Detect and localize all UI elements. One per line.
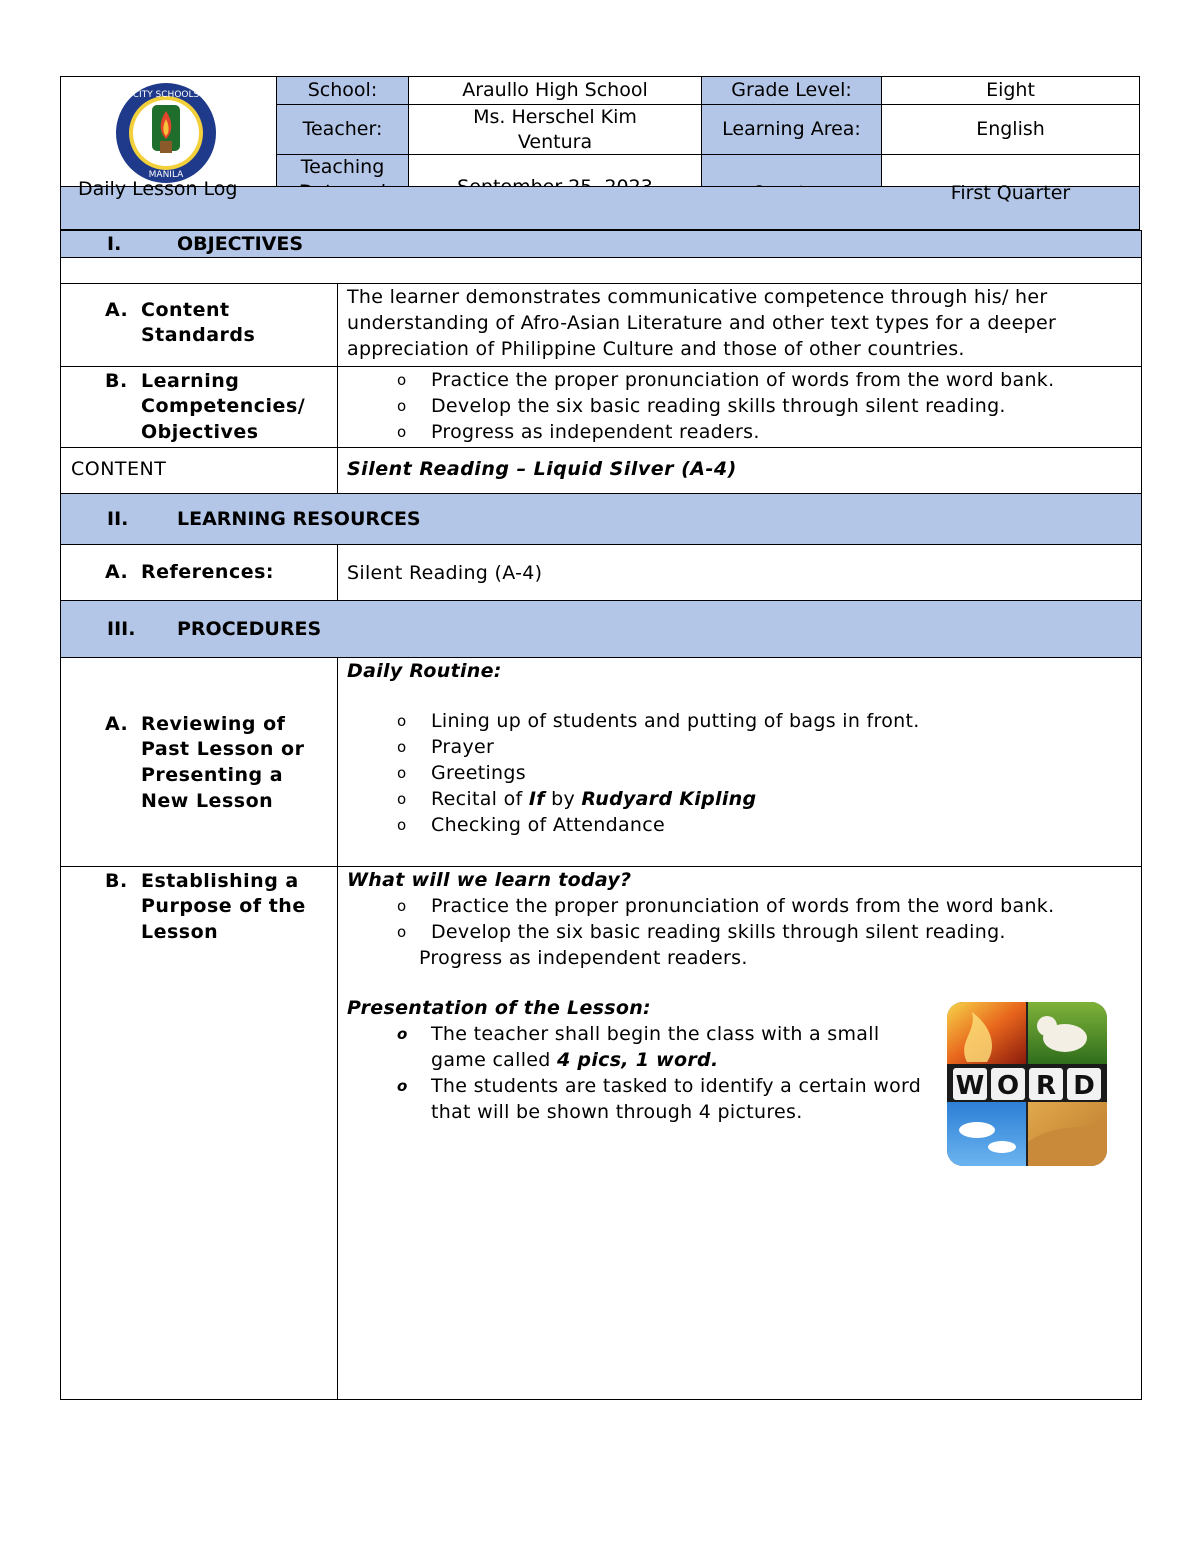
tile-letter: O bbox=[996, 1071, 1020, 1101]
content-standards-row bbox=[60, 283, 1142, 367]
reviewing-row bbox=[60, 657, 1142, 867]
blank-row bbox=[60, 257, 1142, 284]
list-item: o Greetings bbox=[351, 760, 1137, 786]
list-item: o Develop the six basic reading skills through silent reading. bbox=[351, 919, 1137, 945]
svg-text:CITY SCHOOLS: CITY SCHOOLS bbox=[132, 90, 200, 100]
routine-heading: Daily Routine: bbox=[347, 660, 502, 682]
school-value: Araullo High School bbox=[408, 76, 702, 105]
quarter-value: First Quarter bbox=[950, 182, 1071, 204]
purpose-row bbox=[60, 866, 1142, 1400]
competencies-label: B. Learning Competencies/ Objectives bbox=[105, 370, 306, 443]
svg-text:MANILA: MANILA bbox=[148, 170, 184, 180]
list-item: o Lining up of students and putting of bags in front. bbox=[351, 708, 1137, 734]
resources-number: II. bbox=[107, 508, 129, 530]
grade-value: Eight bbox=[881, 76, 1140, 105]
content-standards-text: The learner demonstrates communicative competence through his/ her understanding of Afro-Asian Literature and other text types for a deeper appreciation of Philippine Culture and those of other countries. bbox=[347, 286, 1057, 360]
area-value: English bbox=[881, 104, 1140, 155]
list-item: o Practice the proper pronunciation of words from the word bank. bbox=[351, 893, 1137, 919]
list-item: o Checking of Attendance bbox=[351, 812, 1137, 838]
teacher-label: Teacher: bbox=[276, 104, 409, 155]
daily-lesson-log-title: Daily Lesson Log bbox=[78, 178, 238, 200]
objectives-band bbox=[60, 230, 1142, 258]
list-item: o Practice the proper pronunciation of words from the word bank. bbox=[351, 367, 1141, 393]
procedures-number: III. bbox=[107, 618, 136, 640]
procedures-heading: PROCEDURES bbox=[177, 618, 322, 640]
reviewing-label: A. Reviewing of Past Lesson or Presenting a New Lesson bbox=[105, 713, 305, 812]
list-item: o The students are tasked to identify a certain word that will be shown through 4 pictures. bbox=[351, 1073, 931, 1125]
resources-heading: LEARNING RESOURCES bbox=[177, 508, 421, 530]
four-pics-one-word-image bbox=[947, 1002, 1107, 1166]
grade-label: Grade Level: bbox=[701, 76, 882, 105]
references-row: A. References: Silent Reading (A-4) bbox=[60, 544, 1142, 601]
learn-heading: What will we learn today? bbox=[347, 869, 632, 891]
list-item: o Recital of If by Rudyard Kipling bbox=[351, 786, 1137, 812]
routine-section bbox=[347, 658, 1137, 838]
school-label: School: bbox=[276, 76, 409, 105]
competencies-list bbox=[351, 367, 1141, 445]
content-row bbox=[60, 447, 1142, 494]
list-item: o The teacher shall begin the class with a small game called 4 pics, 1 word. bbox=[351, 1021, 931, 1073]
objectives-heading: OBJECTIVES bbox=[177, 233, 304, 255]
list-item-continuation: Progress as independent readers. bbox=[419, 947, 748, 969]
presentation-heading: Presentation of the Lesson: bbox=[347, 997, 651, 1019]
list-item: o Prayer bbox=[351, 734, 1137, 760]
content-standards-label: A. Content Standards bbox=[105, 299, 256, 346]
tile-letter: R bbox=[1035, 1071, 1057, 1101]
learning-resources-band bbox=[60, 493, 1142, 545]
list-item: o Progress as independent readers. bbox=[351, 419, 1141, 445]
header-block bbox=[60, 76, 1140, 231]
tile-letter: W bbox=[955, 1071, 985, 1101]
tile-letter: D bbox=[1073, 1071, 1095, 1101]
date-label: Teaching bbox=[276, 154, 409, 231]
references-value: Silent Reading (A-4) bbox=[347, 562, 543, 584]
purpose-label: B. Establishing a Purpose of the Lesson bbox=[105, 870, 306, 943]
area-label: Learning Area: bbox=[701, 104, 882, 155]
competencies-row bbox=[60, 366, 1142, 448]
content-value: Silent Reading – Liquid Silver (A-4) bbox=[347, 458, 737, 480]
objectives-number: I. bbox=[107, 233, 122, 255]
content-label: CONTENT bbox=[71, 458, 167, 480]
school-seal-logo bbox=[114, 81, 218, 185]
list-item: o Develop the six basic reading skills through silent reading. bbox=[351, 393, 1141, 419]
procedures-band bbox=[60, 600, 1142, 658]
teacher-value: Ms. Herschel Kim Ventura bbox=[408, 104, 702, 155]
